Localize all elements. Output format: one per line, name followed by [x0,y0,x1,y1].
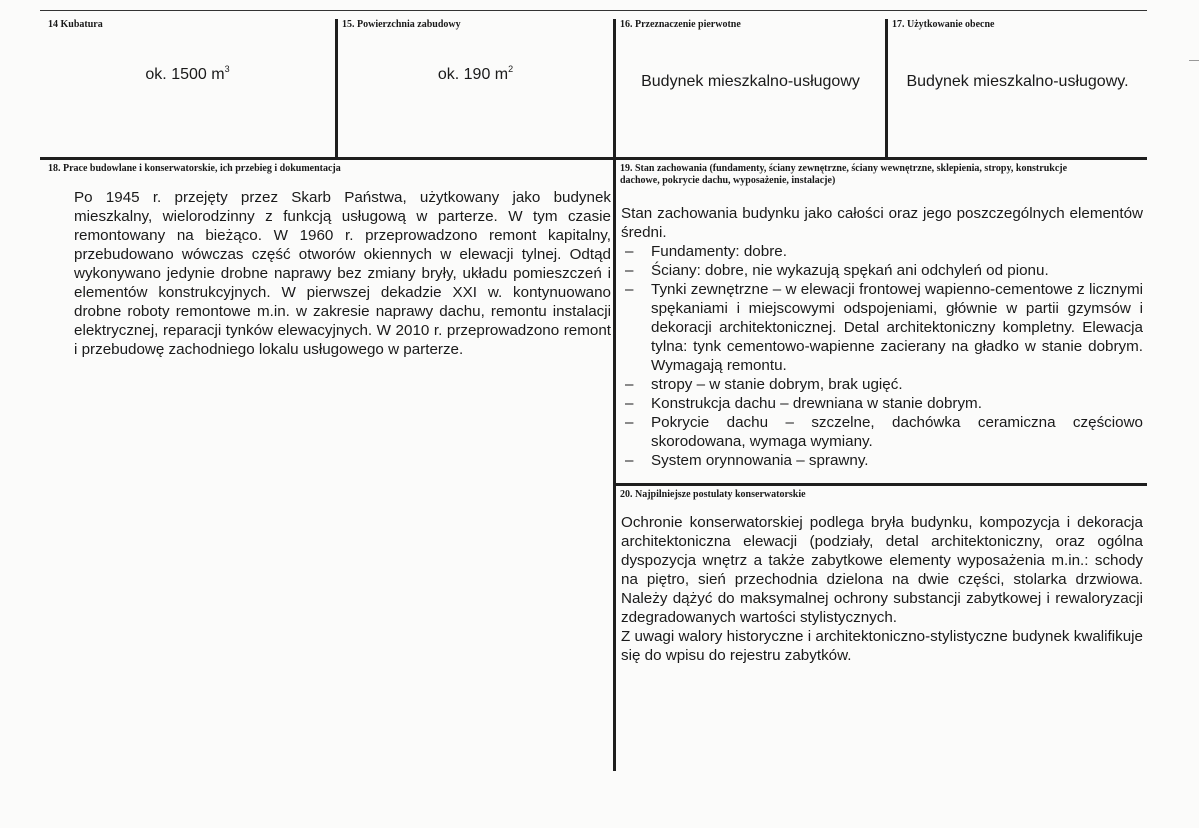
section-16-header: 16. Przeznaczenie pierwotne [620,19,741,30]
section-15-value [338,64,613,84]
section-18-header: 18. Prace budowlane i konserwatorskie, ich przebieg i dokumentacja [48,163,341,174]
section-19-header-line1: 19. Stan zachowania (fundamenty, ściany zewnętrzne, ściany wewnętrzne, sklepienia, stropy, konstrukcje [620,163,1068,174]
top-border [40,10,1147,11]
edge-mark [1189,60,1199,61]
section-19-intro: Stan zachowania budynku jako całości oraz jego poszczególnych elementów średni. [621,205,1143,241]
volume-value: ok. 1500 m [145,66,225,83]
section-17-value: Budynek mieszkalno-usługowy. [906,73,1129,90]
section-18-text: Po 1945 r. przejęty przez Skarb Państwa, użytkowany jako budynek mieszkalny, wielorodzinny z funkcją usługową w parterze. W tym czasie remontowany na bieżąco. W 1960 r. przeprowadzono remont kapitalny, przebudowano wówczas część otworów okiennych w elewacji tylnej. Odtąd wykonywano jedynie drobne naprawy bez zmiany bryły, układu pomieszczeń i elementów konstrukcyjnych. W pierwszej dekadzie XXI w. kontynuowano drobne roboty remontowe m.in. w zakresie naprawy dachu, remontu instalacji elektrycznej, reparacji tynków elewacyjnych. W 2010 r. przeprowadzono remont i przebudowę zachodniego lokalu usługowego w parterze. [74,189,611,358]
condition-list [621,242,1143,470]
list-item: – Ściany: dobre, nie wykazują spękań ani odchyleń od pionu. [621,261,1143,280]
list-item: – Tynki zewnętrzne – w elewacji frontowej wapienno-cementowe z licznymi spękaniami i miejscowymi odspojeniami, głównie w partii gzymsów i dekoracji architektonicznej. Detal architektoniczny kompletny. Elewacja tylna: tynk cementowo-wapienne zacierany na gładko w stanie dobrym. Wymagają remontu. [621,280,1143,375]
list-item: – stropy – w stanie dobrym, brak ugięć. [621,375,1143,394]
section-15-header: 15. Powierzchnia zabudowy [342,19,461,30]
section-19-header-line2: dachowe, pokrycie dachu, wyposażenie, instalacje) [620,175,836,186]
divider-main-vertical [613,19,616,771]
list-item: – Konstrukcja dachu – drewniana w stanie dobrym. [621,394,1143,413]
section-20-paragraph-2: Z uwagi walory historyczne i architektoniczno-stylistyczne budynek kwalifikuje się do wpisu do rejestru zabytków. [621,628,1143,664]
section-14-header: 14 Kubatura [48,19,103,30]
volume-unit-exponent: 3 [224,64,230,74]
section-17-header: 17. Użytkowanie obecne [892,19,995,30]
divider-row1 [40,157,1147,160]
list-item: – System orynnowania – sprawny. [621,451,1143,470]
divider-19-20 [615,483,1147,486]
section-20-body [621,513,1143,665]
section-19-header [620,163,1145,187]
section-16-value: Budynek mieszkalno-usługowy [641,73,860,90]
section-14-value [40,64,335,84]
section-19-body [621,204,1143,470]
list-item: – Pokrycie dachu – szczelne, dachówka ceramiczna częściowo skorodowana, wymaga wymiany. [621,413,1143,451]
area-unit-exponent: 2 [508,64,514,74]
section-20-header: 20. Najpilniejsze postulaty konserwatorskie [620,489,806,500]
area-value: ok. 190 m [437,66,509,83]
divider-14-15 [335,19,338,157]
list-item: – Fundamenty: dobre. [621,242,1143,261]
section-20-paragraph-1: Ochronie konserwatorskiej podlega bryła budynku, kompozycja i dekoracja architektoniczna elewacji (podziały, detal architektoniczny, oraz ogólna dyspozycja wnętrz a także zabytkowe elementy wyposażenia m.in.: schody na piętro, sień przechodnia dzielona na dwie części, stolarka drzwiowa. Należy dążyć do maksymalnej ochrony substancji zabytkowej i rewaloryzacji zdegradowanych wartości stylistycznych. [621,514,1143,626]
